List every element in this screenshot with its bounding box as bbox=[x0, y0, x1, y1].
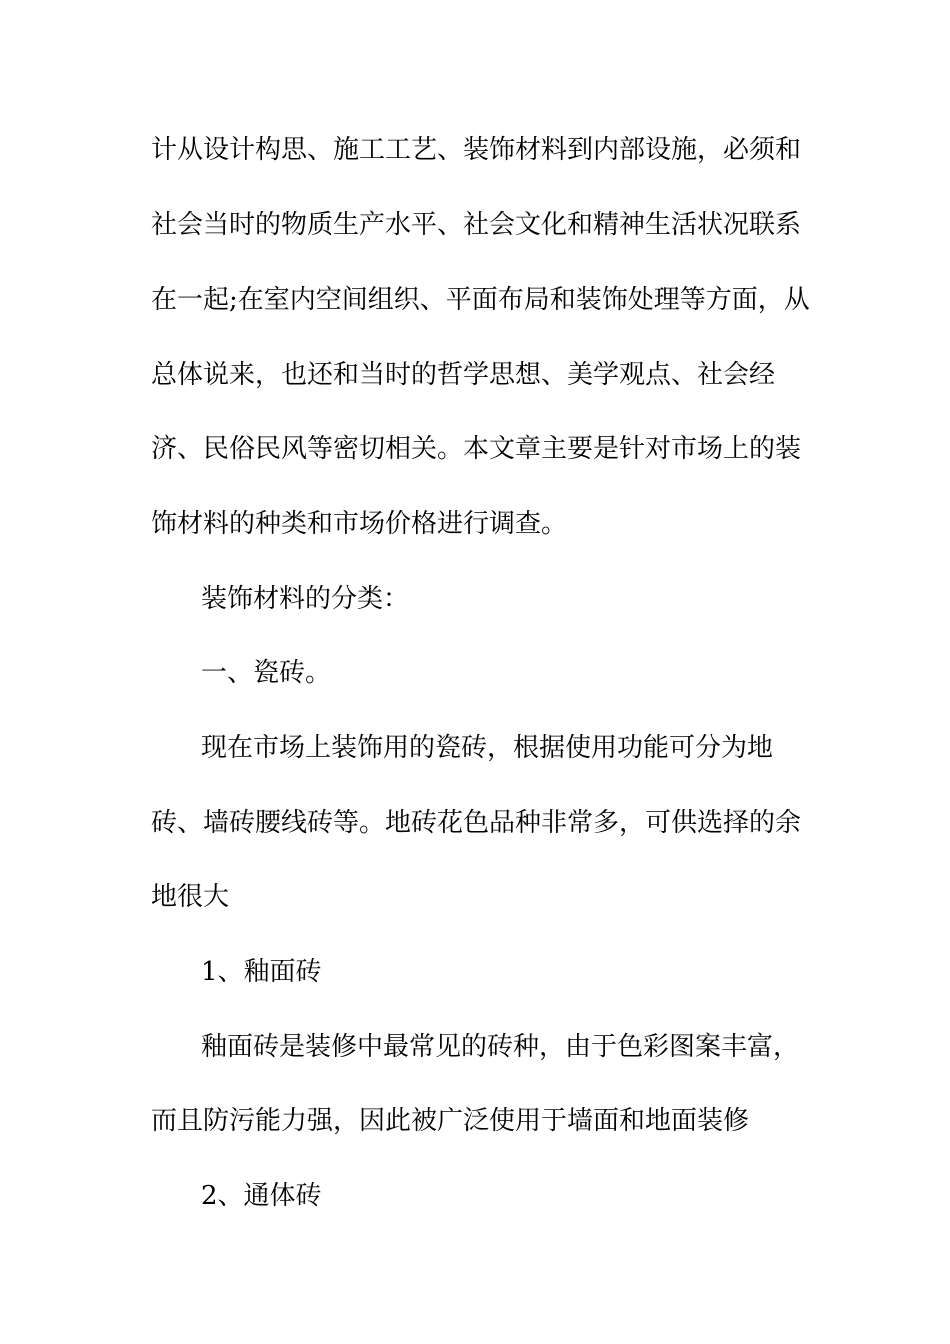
body-text-line: 总体说来，也还和当时的哲学思想、美学观点、社会经 bbox=[151, 360, 776, 390]
body-text-line: 计从设计构思、施工工艺、装饰材料到内部设施，必须和 bbox=[151, 135, 802, 165]
body-text-line: 在一起;在室内空间组织、平面布局和装饰处理等方面，从 bbox=[151, 285, 810, 315]
item-heading: 1、釉面砖 bbox=[201, 957, 322, 987]
body-text-line: 而且防污能力强，因此被广泛使用于墙面和地面装修 bbox=[151, 1106, 750, 1136]
item-heading: 2、通体砖 bbox=[201, 1181, 322, 1211]
body-text-line: 地很大 bbox=[151, 882, 230, 912]
body-text-line: 饰材料的种类和市场价格进行调查。 bbox=[151, 509, 568, 539]
body-text-line: 釉面砖是装修中最常见的砖种，由于色彩图案丰富， bbox=[201, 1032, 800, 1062]
subsection-heading: 一、瓷砖。 bbox=[201, 658, 332, 688]
body-text-line: 社会当时的物质生产水平、社会文化和精神生活状况联系 bbox=[151, 210, 802, 240]
body-text-line: 砖、墙砖腰线砖等。地砖花色品种非常多，可供选择的余 bbox=[151, 808, 802, 838]
body-text-line: 济、民俗民风等密切相关。本文章主要是针对市场上的装 bbox=[151, 434, 802, 464]
body-text-line: 现在市场上装饰用的瓷砖，根据使用功能可分为地 bbox=[201, 733, 774, 763]
section-heading: 装饰材料的分类： bbox=[201, 584, 410, 614]
